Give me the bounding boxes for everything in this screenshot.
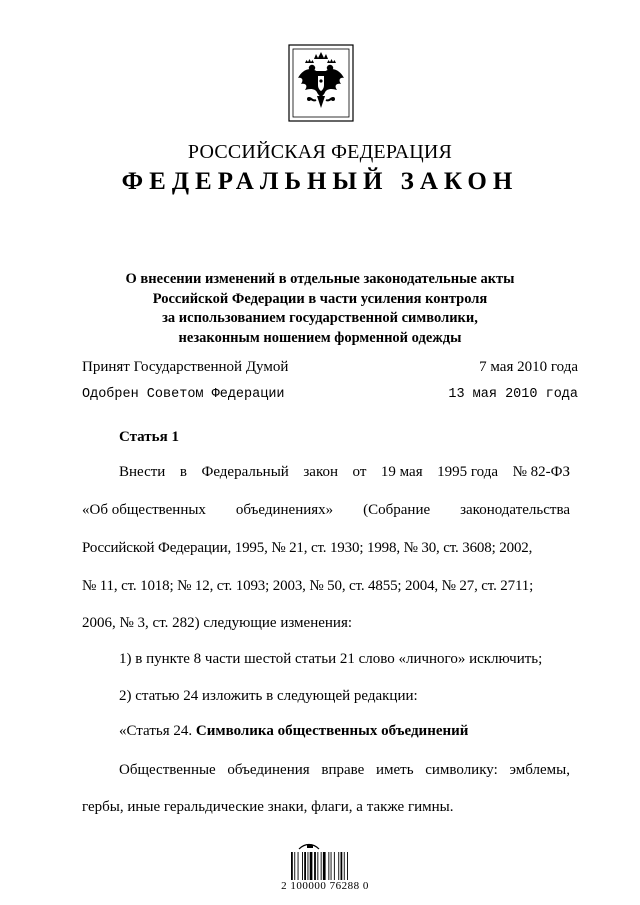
- word: объединения: [227, 762, 310, 778]
- coat-of-arms-icon: [288, 44, 354, 122]
- word: в: [179, 464, 187, 480]
- country-name: РОССИЙСКАЯ ФЕДЕРАЦИЯ: [187, 141, 453, 163]
- law-title-line: за использованием государственной символики,: [162, 310, 478, 326]
- word: законодательства: [460, 502, 570, 518]
- word: иметь: [375, 762, 414, 778]
- law-title-line: О внесении изменений в отдельные законодательные акты: [125, 271, 515, 287]
- council-approval-row: [82, 387, 578, 402]
- law-title-line: Российской Федерации в части усиления контроля: [152, 290, 488, 307]
- word: от: [352, 464, 367, 480]
- symbolics-paragraph-line-1: [119, 762, 570, 779]
- barcode-bar: [308, 852, 309, 880]
- word: символику:: [425, 762, 498, 778]
- article-line-1: [119, 464, 570, 481]
- word: 19 мая: [380, 464, 423, 480]
- council-label: Одобрен Советом Федерации: [82, 387, 285, 402]
- word: вправе: [321, 762, 365, 778]
- barcode-bar: [314, 852, 316, 880]
- barcode-bar: [334, 852, 335, 880]
- word: Федеральный: [201, 464, 289, 480]
- barcode-bar: [347, 852, 348, 880]
- law-title-line: незаконным ношением форменной одежды: [178, 329, 462, 346]
- barcode-number: 2 100000 76288 0: [281, 880, 369, 892]
- barcode-bar: [328, 852, 329, 880]
- barcode-bar: [331, 852, 332, 880]
- amendment-item-2: 2) статью 24 изложить в следующей редакции:: [119, 688, 418, 704]
- barcode-bar: [298, 852, 299, 880]
- word: (Собрание: [363, 502, 431, 518]
- article-line-3: Российской Федерации, 1995, № 21, ст. 1930; 1998, № 30, ст. 3608; 2002,: [82, 540, 533, 556]
- new-article-heading: [119, 723, 570, 740]
- document-type: ФЕДЕРАЛЬНЫЙ ЗАКОН: [121, 168, 519, 195]
- word: Общественные: [119, 762, 216, 778]
- barcode-bar: [294, 852, 295, 880]
- word: эмблемы,: [509, 762, 570, 778]
- barcode-bar: [338, 852, 339, 880]
- article-line-5: 2006, № 3, ст. 282) следующие изменения:: [82, 615, 353, 631]
- barcode-bar: [323, 852, 326, 880]
- barcode-bar: [341, 852, 343, 880]
- amendment-item-1: 1) в пункте 8 части шестой статьи 21 слово «личного» исключить;: [119, 651, 543, 667]
- article-line-2: [82, 502, 570, 519]
- barcode-bar: [310, 852, 313, 880]
- duma-adoption-row: [82, 359, 578, 376]
- word: Внести: [119, 464, 166, 480]
- barcode-bar: [304, 852, 306, 880]
- barcode-bar: [302, 852, 303, 880]
- law-title: [0, 270, 640, 348]
- word: 1995 года: [437, 464, 499, 480]
- article-heading: Статья 1: [119, 429, 179, 445]
- barcode-bar: [321, 852, 322, 880]
- article-line-4: № 11, ст. 1018; № 12, ст. 1093; 2003, № 50, ст. 4855; 2004, № 27, ст. 2711;: [82, 578, 534, 594]
- duma-date: 7 мая 2010 года: [479, 359, 578, 375]
- barcode-bar: [344, 852, 345, 880]
- word: № 82-ФЗ: [512, 464, 570, 480]
- new-article-prefix: «Статья 24.: [119, 723, 193, 739]
- barcode-icon: [285, 843, 365, 881]
- new-article-title: Символика общественных объединений: [195, 723, 469, 739]
- barcode-bar: [317, 852, 318, 880]
- council-date: 13 мая 2010 года: [448, 387, 578, 402]
- duma-label: Принят Государственной Думой: [82, 359, 289, 375]
- word: «Об общественных: [82, 502, 206, 518]
- symbolics-paragraph-line-2: гербы, иные геральдические знаки, флаги, а также гимны.: [82, 799, 454, 815]
- word: закон: [303, 464, 338, 480]
- word: объединениях»: [235, 502, 334, 518]
- barcode-bar: [291, 852, 293, 880]
